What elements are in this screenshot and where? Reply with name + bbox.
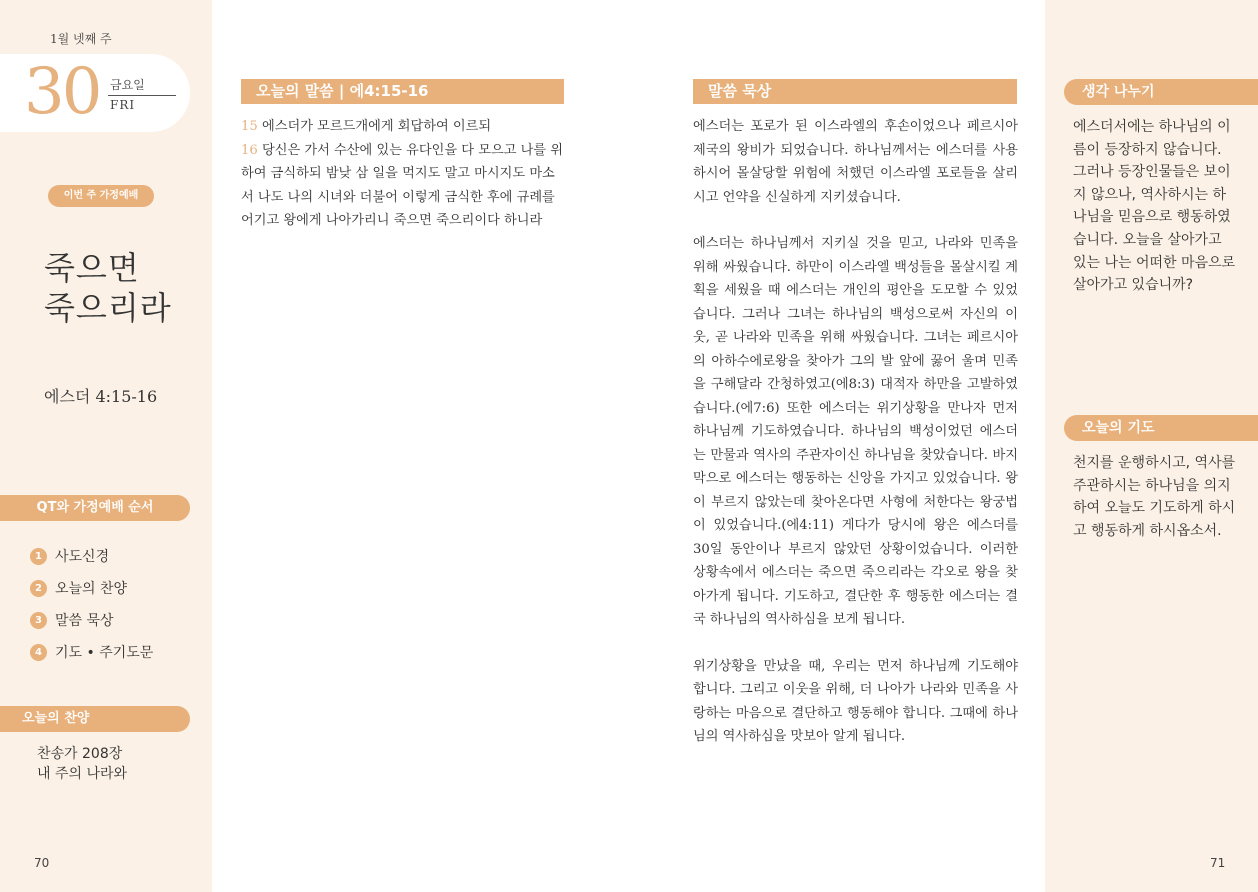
verse xyxy=(241,115,565,139)
list-item-label: 말씀 묵상 xyxy=(55,613,114,629)
prayer-heading: 오늘의 기도 xyxy=(1064,415,1258,441)
think-heading: 생각 나누기 xyxy=(1064,79,1258,105)
verse-body: 당신은 가서 수산에 있는 유다인을 다 모으고 나를 위하여 금식하되 밤낮 삼 일을 먹지도 말고 마시지도 마소서 나도 나의 시녀와 더불어 이렇게 금식한 후에 규례를 어기고 왕에게 나아가리니 죽으면 죽으리이다 하니라 xyxy=(241,142,564,228)
day-korean: 금요일 xyxy=(110,78,145,92)
page-number-right: 71 xyxy=(1210,856,1226,870)
date-divider xyxy=(108,95,176,96)
number-badge: 1 xyxy=(30,548,47,565)
page-number-left: 70 xyxy=(34,856,50,870)
title-line-1: 죽으면 xyxy=(44,249,140,287)
list-item-label: 사도신경 xyxy=(55,549,110,565)
meditation-paragraph: 위기상황을 만났을 때, 우리는 먼저 하나님께 기도해야 합니다. 그리고 이웃을 위해, 더 나아가 나라와 민족을 사랑하는 마음으로 결단하고 행동해야 합니다. 그때에 하나님의 역사하심을 맛보아 알게 됩니다. xyxy=(693,658,1018,744)
verse-number: 16 xyxy=(241,142,258,158)
prayer-text: 천지를 운행하시고, 역사를 주관하시는 하나님을 의지하여 오늘도 기도하게 하시고 행동하게 하시옵소서. xyxy=(1073,455,1236,539)
order-heading: QT와 가정예배 순서 xyxy=(0,495,190,521)
day-english: FRI xyxy=(110,98,136,112)
week-label: 1월 넷째 주 xyxy=(50,32,112,46)
number-badge: 3 xyxy=(30,612,47,629)
verse-text xyxy=(241,115,565,233)
number-badge: 2 xyxy=(30,580,47,597)
list-item xyxy=(30,572,153,604)
page-title xyxy=(44,248,172,328)
word-heading: 오늘의 말씀 | 에4:15-16 xyxy=(241,79,564,104)
list-item xyxy=(30,604,153,636)
title-line-2: 죽으리라 xyxy=(44,289,172,327)
song-info xyxy=(37,744,127,784)
number-badge: 4 xyxy=(30,644,47,661)
meditation-body xyxy=(693,115,1018,772)
song-heading: 오늘의 찬양 xyxy=(0,706,190,732)
verse-body: 에스더가 모르드개에게 회답하여 이르되 xyxy=(257,119,492,134)
song-number: 찬송가 208장 xyxy=(37,746,123,762)
meditation-paragraph: 에스더는 하나님께서 지키실 것을 믿고, 나라와 민족을 위해 싸웠습니다. 하만이 이스라엘 백성들을 몰살시킬 계획을 세웠을 때 에스더는 개인의 평안을 도모할 수 있었습니다. 그러나 그녀는 하나님의 백성으로써 자신의 이웃, 곧 나라와 민족을 위해 싸웠습니다. 그녀는 페르시아의 아하수에로왕을 찾아가 그의 발 앞에 꿇어 울며 민족을 구해달라 간청하였고(에8:3) 대적자 하만을 고발하였습니다.(에7:6) 또한 에스더는 위기상황을 만나자 먼저 하나님께 기도하였습니다. 하나님의 백성이었던 에스더는 만물과 역사의 주관자이신 하나님을 찾았습니다. 바지막으로 에스더는 행동하는 신앙을 가지고 있었습니다. 왕이 부르지 않았는데 찾아온다면 사형에 처한다는 왕궁법이 있었습니다.(에4:11) 게다가 당시에 왕은 에스더를 30일 동안이나 부르지 않았던 상황이었습니다. 이러한 상황속에서 에스더는 죽으면 죽으리라는 각오로 왕을 찾아가게 됩니다. 기도하고, 결단한 후 행동한 에스더는 결국 하나님의 역사하심을 보게 됩니다. xyxy=(693,236,1018,627)
think-text: 에스더서에는 하나님의 이름이 등장하지 않습니다. 그러나 등장인물들은 보이지 않으나, 역사하시는 하나님을 믿음으로 행동하였습니다. 오늘을 살아가고 있는 나는 어떠한 마음으로 살아가고 있습니까? xyxy=(1073,119,1236,294)
verse xyxy=(241,139,565,233)
weekly-worship-badge: 이번 주 가정예배 xyxy=(48,185,154,207)
list-item xyxy=(30,540,153,572)
list-item-label: 오늘의 찬양 xyxy=(55,581,128,597)
day-number: 30 xyxy=(24,55,100,129)
list-item xyxy=(30,636,153,668)
meditation-paragraph: 에스더는 포로가 된 이스라엘의 후손이었으나 페르시아 제국의 왕비가 되었습니다. 하나님께서는 에스더를 사용하시어 몰살당할 위험에 처했던 이스라엘 포로들을 살리시고 언약을 신실하게 지키셨습니다. xyxy=(693,119,1018,205)
order-list xyxy=(30,540,153,668)
song-title: 내 주의 나라와 xyxy=(37,766,128,782)
list-item-label: 기도 • 주기도문 xyxy=(55,645,154,661)
meditation-heading: 말씀 묵상 xyxy=(693,79,1017,104)
verse-number: 15 xyxy=(241,119,258,134)
scripture-reference: 에스더 4:15-16 xyxy=(44,387,158,406)
